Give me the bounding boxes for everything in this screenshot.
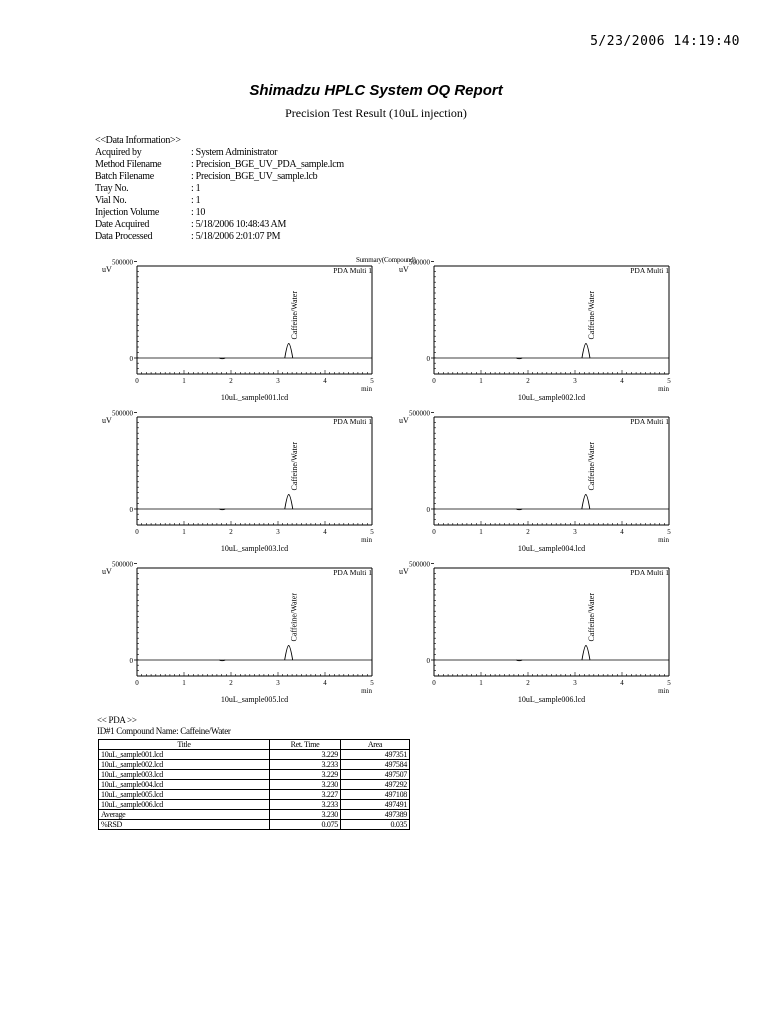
x-tick-label: 3 xyxy=(276,528,280,536)
x-tick-label: 5 xyxy=(370,528,374,536)
info-key: Vial No. xyxy=(95,195,127,206)
info-key: Batch Filename xyxy=(95,171,154,182)
y-tick-label: 0 xyxy=(426,657,430,665)
chromatogram-svg xyxy=(397,560,697,714)
info-row xyxy=(95,171,344,183)
peak-trace xyxy=(285,646,293,660)
table-row xyxy=(99,790,410,800)
info-value: : 5/18/2006 10:48:43 AM xyxy=(191,219,287,230)
x-tick-label: 2 xyxy=(229,377,233,385)
cell-title: 10uL_sample001.lcd xyxy=(99,750,270,760)
report-subtitle: Precision Test Result (10uL injection) xyxy=(285,106,467,120)
x-tick-label: 0 xyxy=(135,528,139,536)
info-row xyxy=(95,183,344,195)
y-tick-label: 0 xyxy=(129,355,133,363)
peak-label: Caffeine/Water xyxy=(289,441,299,491)
channel-label: PDA Multi 1 xyxy=(630,568,669,577)
chromatogram-svg xyxy=(100,409,400,563)
peak-label: Caffeine/Water xyxy=(586,441,596,491)
x-tick-label: 4 xyxy=(323,377,327,385)
x-tick-label: 4 xyxy=(620,377,624,385)
info-row xyxy=(95,219,344,231)
y-tick-label: 0 xyxy=(426,506,430,514)
table-row xyxy=(99,770,410,780)
x-tick-label: 4 xyxy=(620,679,624,687)
x-axis-unit: min xyxy=(658,536,669,544)
x-tick-label: 4 xyxy=(323,528,327,536)
channel-label: PDA Multi 1 xyxy=(333,417,372,426)
cell-area: 497507 xyxy=(341,770,410,780)
cell-ret-time: 3.230 xyxy=(270,780,341,790)
cell-area: 497351 xyxy=(341,750,410,760)
summary-compound-label: Summary(Compound) xyxy=(356,256,416,264)
peak-trace xyxy=(582,344,590,358)
cell-title: %RSD xyxy=(99,820,270,830)
channel-label: PDA Multi 1 xyxy=(630,417,669,426)
peak-label: Caffeine/Water xyxy=(586,592,596,642)
y-axis-unit: uV xyxy=(102,416,112,425)
table-row xyxy=(99,810,410,820)
x-tick-label: 1 xyxy=(479,377,483,385)
channel-label: PDA Multi 1 xyxy=(333,266,372,275)
x-tick-label: 2 xyxy=(229,528,233,536)
x-tick-label: 3 xyxy=(276,679,280,687)
x-axis-unit: min xyxy=(361,536,372,544)
data-information xyxy=(95,135,344,243)
chromatogram-chart xyxy=(100,560,400,714)
channel-label: PDA Multi 1 xyxy=(333,568,372,577)
cell-ret-time: 3.230 xyxy=(270,810,341,820)
x-tick-label: 5 xyxy=(667,528,671,536)
x-tick-label: 5 xyxy=(667,377,671,385)
cell-area: 497491 xyxy=(341,800,410,810)
info-row xyxy=(95,231,344,243)
chromatogram-chart xyxy=(397,409,697,563)
cell-title: Average xyxy=(99,810,270,820)
chromatogram-chart xyxy=(397,258,697,412)
y-tick-label: 500000 xyxy=(112,560,133,569)
file-label: 10uL_sample004.lcd xyxy=(517,544,586,553)
x-tick-label: 1 xyxy=(182,528,186,536)
table-row xyxy=(99,750,410,760)
y-tick-label: 0 xyxy=(129,506,133,514)
cell-area: 497108 xyxy=(341,790,410,800)
x-tick-label: 0 xyxy=(432,528,436,536)
pda-header: << PDA >> xyxy=(97,715,137,725)
cell-ret-time: 3.227 xyxy=(270,790,341,800)
y-axis-unit: uV xyxy=(102,567,112,576)
x-tick-label: 2 xyxy=(526,679,530,687)
info-value: : Precision_BGE_UV_PDA_sample.lcm xyxy=(191,159,344,170)
info-key: Method Filename xyxy=(95,159,162,170)
info-key: Data Processed xyxy=(95,231,153,242)
x-axis-unit: min xyxy=(658,687,669,695)
x-tick-label: 4 xyxy=(323,679,327,687)
chromatogram-svg xyxy=(397,258,697,412)
x-tick-label: 1 xyxy=(479,679,483,687)
x-tick-label: 5 xyxy=(667,679,671,687)
x-tick-label: 3 xyxy=(573,679,577,687)
info-value: : 1 xyxy=(191,195,201,206)
cell-area: 497389 xyxy=(341,810,410,820)
info-row xyxy=(95,195,344,207)
info-key: Tray No. xyxy=(95,183,129,194)
info-key: Date Acquired xyxy=(95,219,150,230)
table-row xyxy=(99,820,410,830)
pda-section xyxy=(97,715,231,737)
y-axis-unit: uV xyxy=(399,416,409,425)
cell-ret-time: 3.229 xyxy=(270,750,341,760)
info-key: Injection Volume xyxy=(95,207,159,218)
x-tick-label: 5 xyxy=(370,377,374,385)
info-value: : Precision_BGE_UV_sample.lcb xyxy=(191,171,318,182)
y-tick-label: 0 xyxy=(129,657,133,665)
table-row xyxy=(99,760,410,770)
info-row xyxy=(95,147,344,159)
cell-area: 0.035 xyxy=(341,820,410,830)
x-tick-label: 0 xyxy=(135,679,139,687)
file-label: 10uL_sample006.lcd xyxy=(517,695,586,704)
info-key: Acquired by xyxy=(95,147,142,158)
y-axis-unit: uV xyxy=(102,265,112,274)
y-tick-label: 500000 xyxy=(112,258,133,267)
table-row xyxy=(99,800,410,810)
x-tick-label: 4 xyxy=(620,528,624,536)
y-tick-label: 500000 xyxy=(409,258,430,267)
x-tick-label: 3 xyxy=(276,377,280,385)
pda-compound: ID#1 Compound Name: Caffeine/Water xyxy=(97,726,231,736)
info-row xyxy=(95,207,344,219)
chromatogram-chart xyxy=(397,560,697,714)
cell-ret-time: 3.229 xyxy=(270,770,341,780)
peak-trace xyxy=(285,344,293,358)
file-label: 10uL_sample001.lcd xyxy=(220,393,289,402)
file-label: 10uL_sample005.lcd xyxy=(220,695,289,704)
info-value: : System Administrator xyxy=(191,147,278,158)
peak-label: Caffeine/Water xyxy=(289,290,299,340)
x-tick-label: 3 xyxy=(573,528,577,536)
x-tick-label: 1 xyxy=(479,528,483,536)
results-table xyxy=(98,739,410,830)
column-header: Title xyxy=(99,740,270,750)
y-tick-label: 500000 xyxy=(409,409,430,418)
column-header: Area xyxy=(341,740,410,750)
y-tick-label: 0 xyxy=(426,355,430,363)
cell-ret-time: 3.233 xyxy=(270,760,341,770)
cell-title: 10uL_sample002.lcd xyxy=(99,760,270,770)
table-row xyxy=(99,780,410,790)
cell-ret-time: 3.233 xyxy=(270,800,341,810)
peak-label: Caffeine/Water xyxy=(586,290,596,340)
x-tick-label: 0 xyxy=(135,377,139,385)
table-header-row xyxy=(99,740,410,750)
chromatogram-svg xyxy=(397,409,697,563)
x-tick-label: 0 xyxy=(432,679,436,687)
cell-title: 10uL_sample005.lcd xyxy=(99,790,270,800)
cell-area: 497292 xyxy=(341,780,410,790)
x-tick-label: 1 xyxy=(182,679,186,687)
x-tick-label: 0 xyxy=(432,377,436,385)
x-tick-label: 2 xyxy=(526,528,530,536)
peak-trace xyxy=(582,495,590,509)
cell-area: 497584 xyxy=(341,760,410,770)
x-tick-label: 1 xyxy=(182,377,186,385)
x-axis-unit: min xyxy=(361,687,372,695)
file-label: 10uL_sample002.lcd xyxy=(517,393,586,402)
channel-label: PDA Multi 1 xyxy=(630,266,669,275)
peak-label: Caffeine/Water xyxy=(289,592,299,642)
x-tick-label: 2 xyxy=(526,377,530,385)
peak-trace xyxy=(582,646,590,660)
x-tick-label: 5 xyxy=(370,679,374,687)
x-tick-label: 2 xyxy=(229,679,233,687)
info-value: : 1 xyxy=(191,183,201,194)
report-timestamp: 5/23/2006 14:19:40 xyxy=(590,34,740,49)
cell-title: 10uL_sample003.lcd xyxy=(99,770,270,780)
data-information-header: <<Data Information>> xyxy=(95,135,181,146)
y-tick-label: 500000 xyxy=(112,409,133,418)
peak-trace xyxy=(285,495,293,509)
info-value: : 10 xyxy=(191,207,206,218)
x-axis-unit: min xyxy=(658,385,669,393)
y-axis-unit: uV xyxy=(399,567,409,576)
chromatogram-chart xyxy=(100,409,400,563)
chromatogram-svg xyxy=(100,560,400,714)
info-row xyxy=(95,159,344,171)
y-tick-label: 500000 xyxy=(409,560,430,569)
y-axis-unit: uV xyxy=(399,265,409,274)
column-header: Ret. Time xyxy=(270,740,341,750)
cell-title: 10uL_sample006.lcd xyxy=(99,800,270,810)
x-axis-unit: min xyxy=(361,385,372,393)
file-label: 10uL_sample003.lcd xyxy=(220,544,289,553)
report-title: Shimadzu HPLC System OQ Report xyxy=(249,82,503,99)
x-tick-label: 3 xyxy=(573,377,577,385)
cell-ret-time: 0.075 xyxy=(270,820,341,830)
info-value: : 5/18/2006 2:01:07 PM xyxy=(191,231,281,242)
cell-title: 10uL_sample004.lcd xyxy=(99,780,270,790)
